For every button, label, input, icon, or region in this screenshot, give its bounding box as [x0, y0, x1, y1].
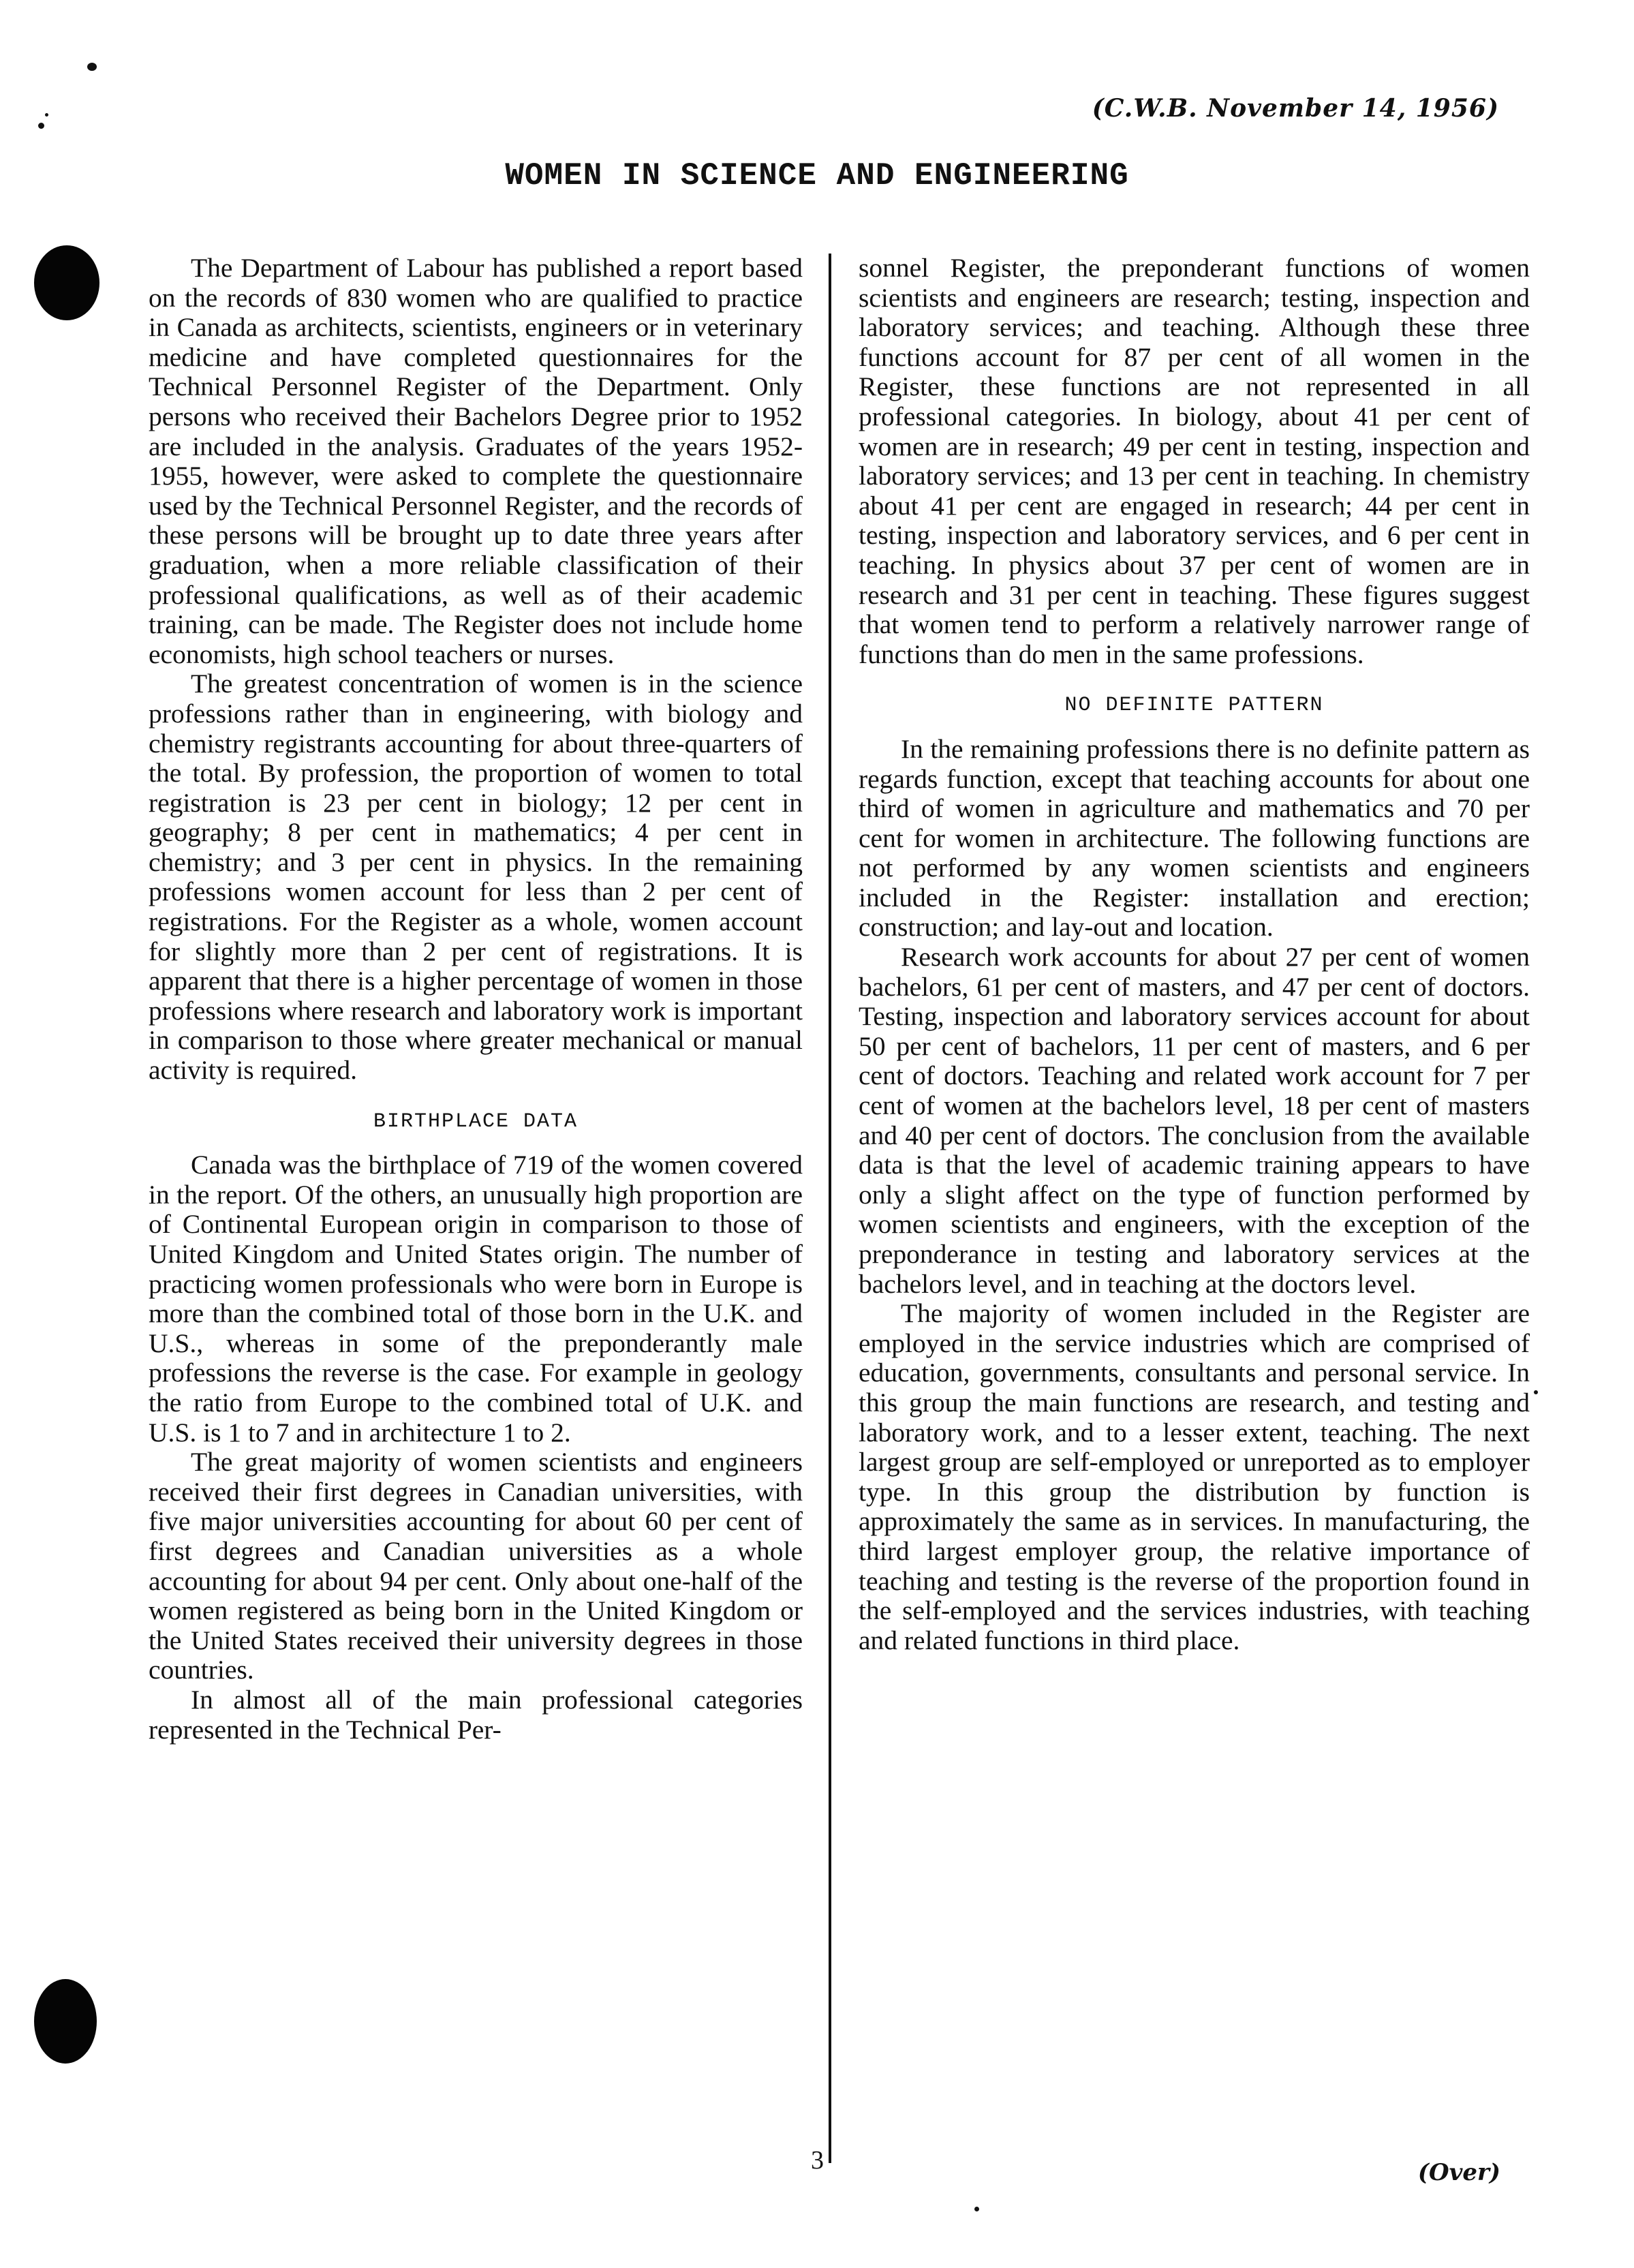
body-paragraph: The majority of women included in the Register are employed in the service industries which are comprised of education, governments, consultants and personal service. In this group the main functions are research, and testing and laboratory work, and to a lesser extent, teaching. The next largest group are self-employed or unreported as to employer type. In this group the distribution by function is approximately the same as in services. In manufacturing, the third largest employer group, the relative importance of teaching and testing is the reverse of the proportion found in the self-employed and the services industries, with teaching and related functions in third place. [859, 1298, 1530, 1655]
body-paragraph: The Department of Labour has published a report based on the records of 830 women who are qualified to practice in Canada as architects, scientists, engineers or in veterinary medicine and have completed questionnaires for the Technical Personnel Register of the Department. Only persons who received their Bachelors Degree prior to 1952 are included in the analysis. Graduates of the years 1952-1955, however, were asked to complete the questionnaire used by the Technical Personnel Register, and the records of these persons will be brought up to date three years after graduation, when a more reliable classification of their professional qualifications, as well as of their academic training, can be made. The Register does not include home economists, high school teachers or nurses. [149, 253, 803, 669]
body-paragraph: sonnel Register, the preponderant functions of women scientists and engineers are research; testing, inspection and laboratory services; and teaching. Although these three functions account for 87 per cent of all women in the Register, these functions are not represented in all professional categories. In biology, about 41 per cent of women are in research; 49 per cent in testing, inspection and laboratory services; and 13 per cent in teaching. In chemistry about 41 per cent are engaged in research; 44 per cent in testing, inspection and laboratory services, and 6 per cent in teaching. In physics about 37 per cent of women are in research and 31 per cent in teaching. These figures suggest that women tend to perform a relatively narrower range of functions than do men in the same professions. [859, 253, 1530, 669]
right-column [859, 254, 1530, 1655]
body-paragraph: Canada was the birthplace of 719 of the women covered in the report. Of the others, an unusually high proportion are of Continental European origin in comparison to those of United Kingdom and United States origin. The number of practicing women professionals who were born in Europe is more than the combined total of those born in the U.K. and U.S., whereas in some of the preponderantly male professions the reverse is the case. For example in geology the ratio from Europe to the combined total of U.K. and U.S. is 1 to 7 and in architecture 1 to 2. [149, 1150, 803, 1447]
body-paragraph: Research work accounts for about 27 per cent of women bachelors, 61 per cent of masters, and 47 per cent of doctors. Testing, inspection and laboratory services account for about 50 per cent of bachelors, 11 per cent of masters, and 6 per cent of doctors. Teaching and related work account for 7 per cent of women at the bachelors level, 18 per cent of masters and 40 per cent of doctors. The conclusion from the available data is that the level of academic training appears to have only a slight affect on the type of function performed by women scientists and engineers, with the exception of the preponderance in testing and laboratory services at the bachelors level, and in teaching at the doctors level. [859, 942, 1530, 1299]
body-paragraph: In the remaining professions there is no definite pattern as regards function, except that teaching accounts for about one third of women in agriculture and mathematics and 70 per cent for women in architecture. The following functions are not performed by any women scientists and engineers included in the Register: installation and erection; construction; and lay-out and location. [859, 733, 1530, 943]
page-number: 3 [811, 2146, 824, 2175]
scan-speck [45, 113, 48, 117]
punch-hole-bottom [34, 1979, 97, 2064]
section-heading-no-definite-pattern: NO DEFINITE PATTERN [1064, 694, 1324, 718]
scan-speck [974, 2207, 979, 2211]
page-title: WOMEN IN SCIENCE AND ENGINEERING [505, 158, 1129, 194]
section-heading-birthplace: BIRTHPLACE DATA [373, 1109, 579, 1133]
scan-speck [38, 123, 44, 129]
scan-speck [87, 63, 97, 71]
scan-speck [1534, 1390, 1538, 1394]
column-divider [829, 254, 831, 2163]
publication-reference: (C.W.B. November 14, 1956) [1092, 94, 1499, 123]
body-paragraph: In almost all of the main professional categories represented in the Technical Per- [149, 1684, 803, 1745]
continued-label: (Over) [1417, 2159, 1500, 2186]
body-paragraph: The greatest concentration of women is in the science professions rather than in engineering, with biology and chemistry registrants accounting for about three-quarters of the total. By profession, the proportion of women to total registration is 23 per cent in biology; 12 per cent in geography; 8 per cent in mathematics; 4 per cent in chemistry; and 3 per cent in physics. In the remaining professions women account for less than 2 per cent of registrations. For the Register as a whole, women account for slightly more than 2 per cent of registrations. It is apparent that there is a higher percentage of women in those professions where research and laboratory work is important in comparison to those where greater mechanical or manual activity is required. [149, 669, 803, 1086]
left-column [149, 254, 803, 1745]
body-paragraph: The great majority of women scientists and engineers received their first degrees in Canadian universities, with five major universities accounting for about 60 per cent of first degrees and Canadian universities as a whole accounting for about 94 per cent. Only about one-half of the women registered as being born in the United Kingdom or the United States received their university degrees in those countries. [149, 1447, 803, 1685]
punch-hole-top [34, 245, 99, 320]
